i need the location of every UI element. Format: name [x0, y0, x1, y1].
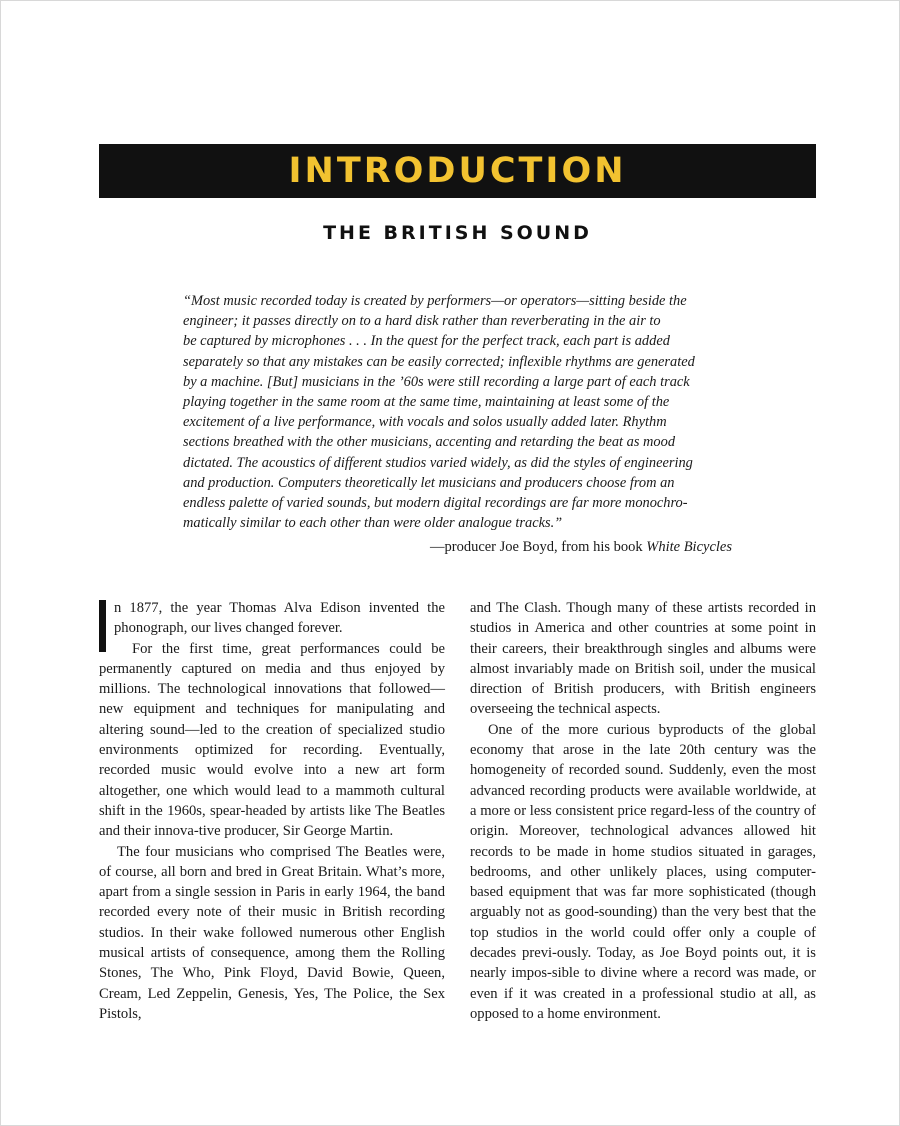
epigraph-line: “Most music recorded today is created by performers—or operators—sitting beside the [183, 293, 687, 309]
body-paragraph: The four musicians who comprised The Beatles were, of course, all born and bred in Great Britain. What’s more, apart from a single session in Paris in early 1964, the band recorded every note of their music in British recording studios. In their wake followed numerous other English musical artists of consequence, among them the Rolling Stones, The Who, Pink Floyd, David Bowie, Queen, Cream, Led Zeppelin, Genesis, Yes, The Police, the Sex Pistols, [99, 843, 445, 1022]
body-paragraph: For the first time, great performances could be permanently captured on media and thus enjoyed by millions. The technological innovations that followed—new equipment and techniques for manipulating and altering sound—led to the creation of specialized studio environments optimized for recording. Eventually, recorded music would evolve into a new art form altogether, one which would lead to a mammoth cultural shift in the 1960s, spear-headed by artists like The Beatles and their innova-tive producer, Sir George Martin. [99, 640, 445, 840]
epigraph-line: excitement of a live performance, with vocals and solos usually added later. Rhythm [183, 414, 667, 431]
epigraph-line: endless palette of varied sounds, but modern digital recordings are far more monochro- [183, 495, 688, 512]
epigraph-line: dictated. The acoustics of different studios varied widely, as did the styles of engineering [183, 454, 693, 471]
epigraph-line: sections breathed with the other musicians, accenting and retarding the beat as mood [183, 434, 676, 451]
epigraph-line: separately so that any mistakes can be easily corrected; inflexible rhythms are generated [183, 353, 695, 370]
body-paragraph: One of the more curious byproducts of the global economy that arose in the late 20th century was the homogeneity of recorded sound. Suddenly, even the most advanced recording products were available worldwide, at a more or less consistent price regard-less of the country of origin. Moreover, technological advances allowed hit records to be made in home studios situated in garages, bedrooms, and other unlikely places, using computer-based equipment that was far more sophisticated (though arguably not as good-sounding) than the very best that the top studios in the world could offer only a couple of decades previ-ously. Today, as Joe Boyd points out, it is nearly impos-sible to divine where a record was made, or even if it was created in a professional studio at all, as opposed to a home environment. [470, 721, 816, 1022]
epigraph-quote [183, 291, 733, 533]
epigraph-line: engineer; it passes directly on to a hard disk rather than reverberating in the air to [183, 313, 661, 330]
epigraph-line: by a machine. [But] musicians in the ’60s were still recording a large part of each track [183, 373, 690, 390]
drop-cap-i [99, 600, 106, 652]
chapter-title-bar [99, 144, 816, 198]
attribution-text: —producer Joe Boyd, from his book [429, 539, 647, 555]
body-paragraph [99, 598, 445, 639]
chapter-subtitle: THE BRITISH SOUND [323, 222, 592, 244]
attribution-book-title: White Bicycles [646, 539, 732, 555]
chapter-title: INTRODUCTION [288, 151, 627, 191]
epigraph-attribution [430, 537, 732, 557]
epigraph-line: and production. Computers theoretically let musicians and producers choose from an [183, 474, 675, 491]
body-paragraph: and The Clash. Though many of these artists recorded in studios in America and other countries at some point in their careers, their breakthrough singles and albums were almost invariably made on British soil, under the musical direction of British producers, with British engineers overseeing the technical aspects. [470, 600, 816, 718]
epigraph-line: be captured by microphones . . . In the quest for the perfect track, each part is added [183, 333, 670, 350]
paragraph-text: n 1877, the year Thomas Alva Edison invented the phonograph, our lives changed forever. [114, 600, 445, 637]
epigraph-line: playing together in the same room at the same time, maintaining at least some of the [183, 394, 670, 411]
body-column-left [99, 598, 445, 1024]
body-column-right [470, 598, 816, 1024]
epigraph-line: matically similar to each other than were older analogue tracks.” [183, 515, 563, 532]
